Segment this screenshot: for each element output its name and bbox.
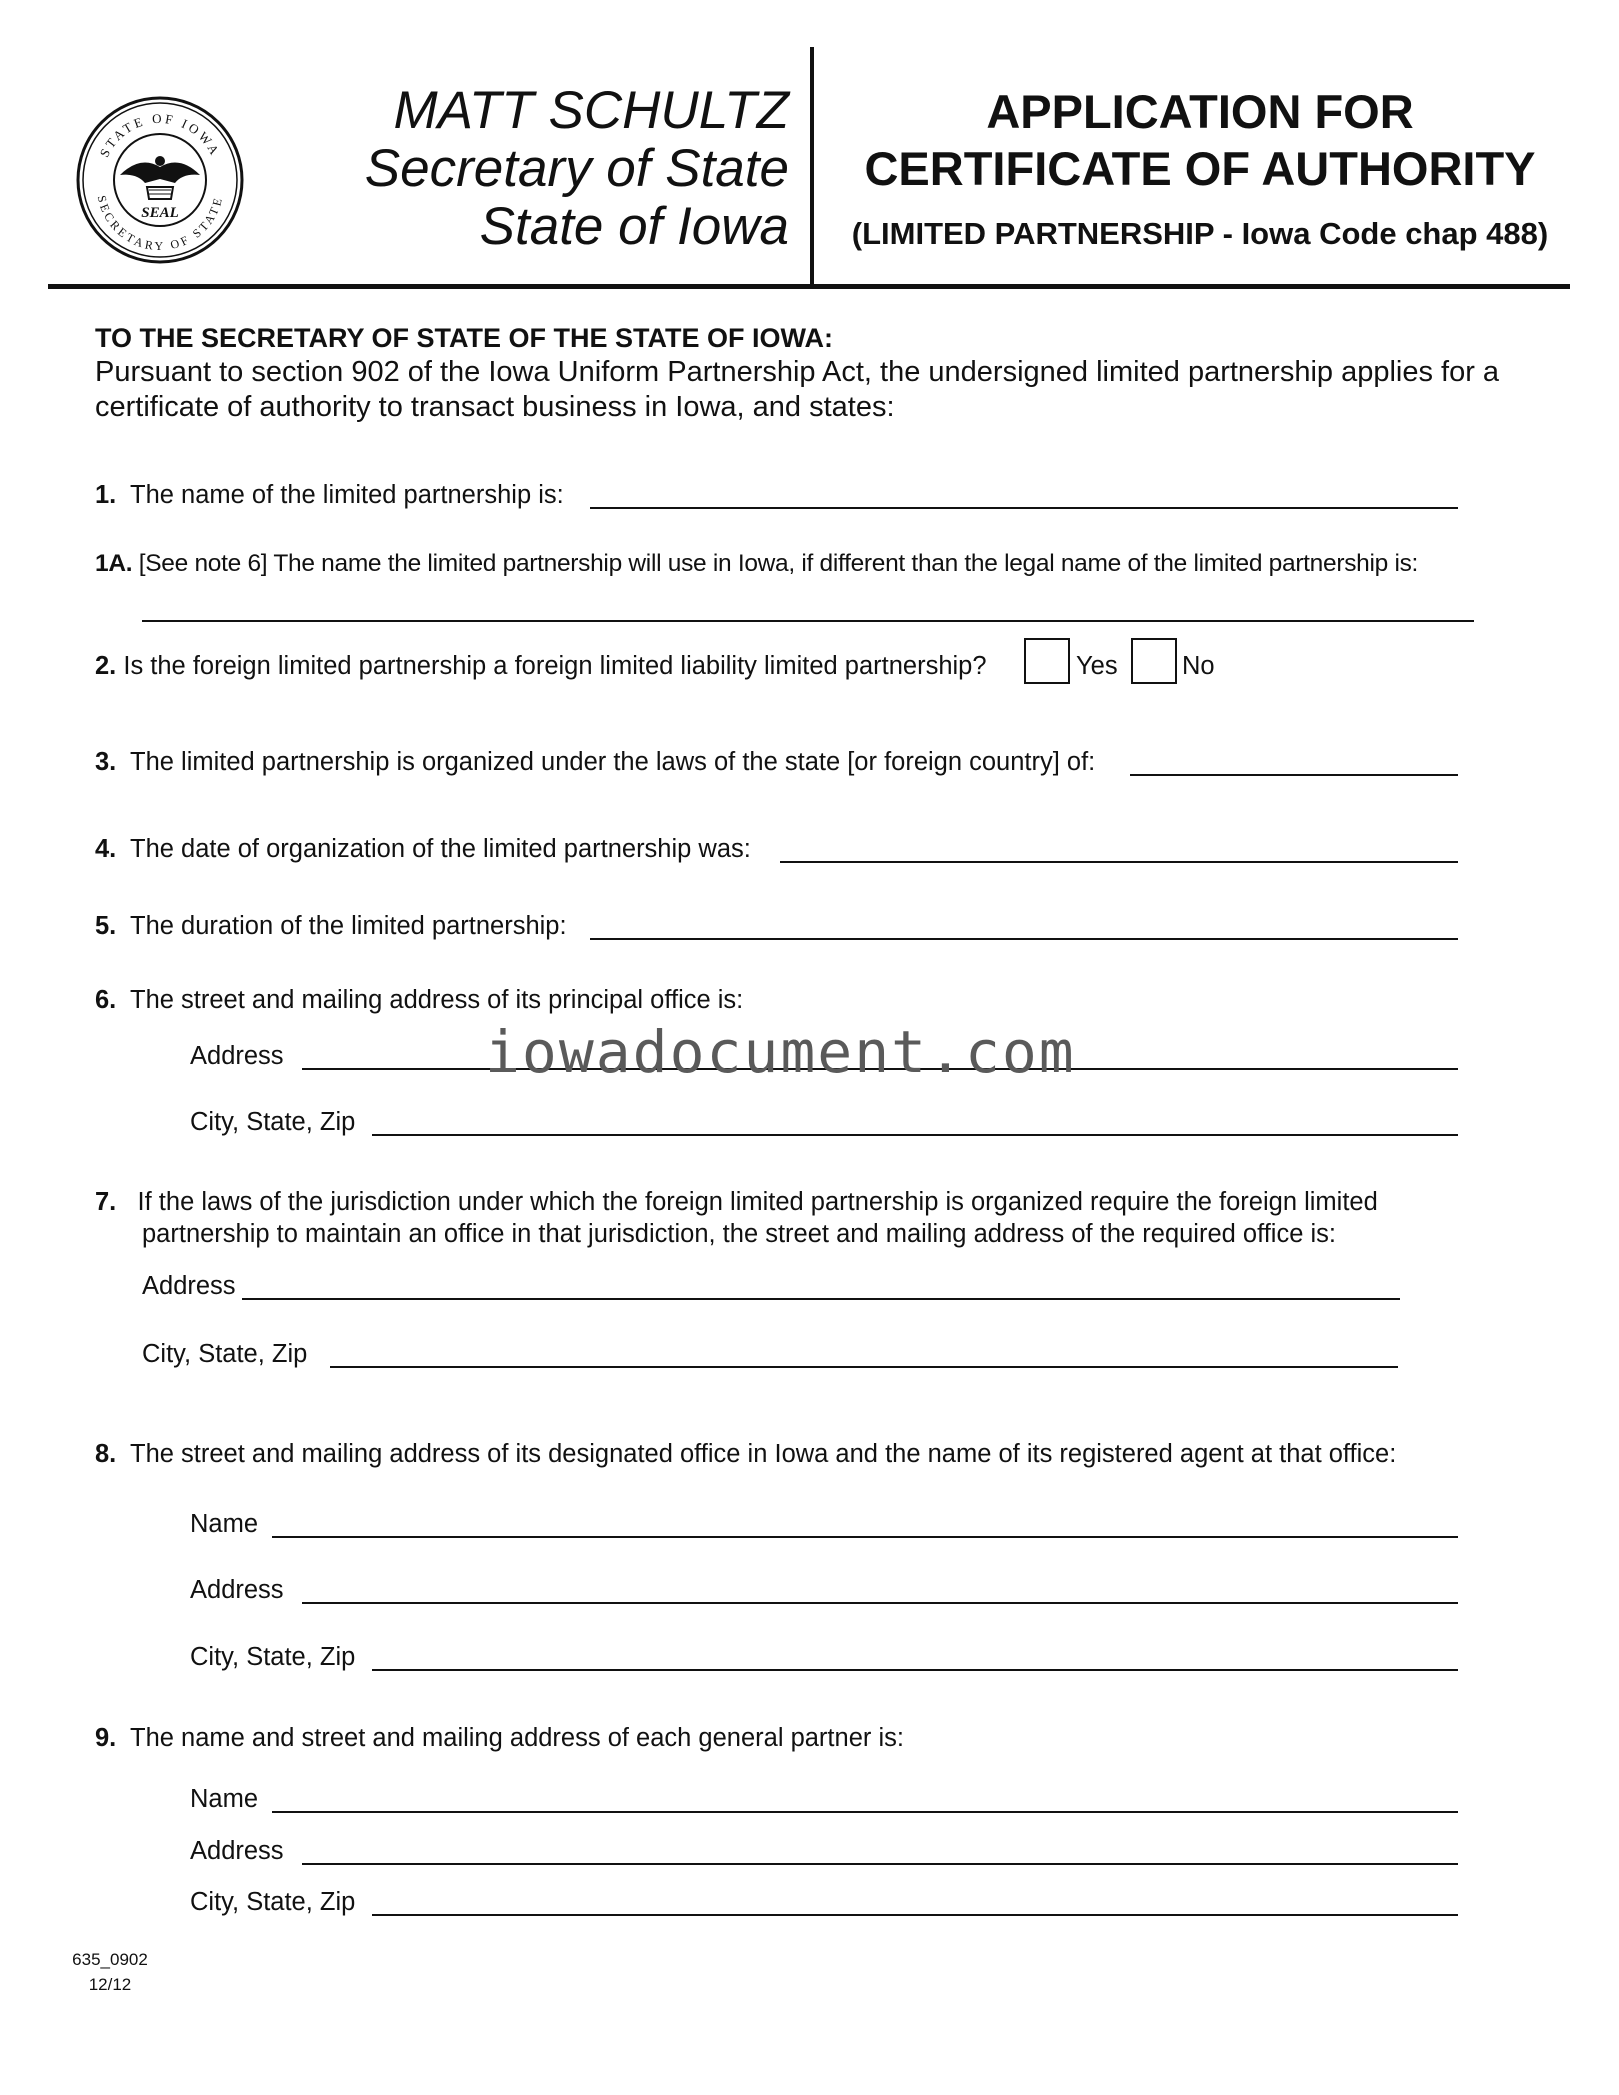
agent-address-label: Address <box>190 1576 284 1604</box>
item-1-label <box>95 481 564 510</box>
form-subtitle: (LIMITED PARTNERSHIP - Iowa Code chap 488) <box>851 216 1549 251</box>
no-label: No <box>1182 652 1215 680</box>
principal-address-label: Address <box>190 1042 284 1070</box>
jurisdiction-field[interactable] <box>1130 774 1458 776</box>
duration-field[interactable] <box>590 938 1458 940</box>
svg-text:SEAL: SEAL <box>141 205 179 221</box>
item-number: 2. <box>95 652 117 680</box>
item-text: The street and mailing address of its designated office in Iowa and the name of its registered agent at that office: <box>130 1440 1397 1468</box>
item-text: The street and mailing address of its principal office is: <box>130 986 744 1014</box>
yes-label: Yes <box>1076 652 1118 680</box>
required-office-address-field[interactable] <box>242 1298 1400 1300</box>
item-9-label <box>95 1724 904 1753</box>
officer-state: State of Iowa <box>479 197 789 256</box>
item-text: [See note 6] The name the limited partnership will use in Iowa, if different than the legal name of the limited partnership is: <box>138 550 1419 577</box>
item-text: The name of the limited partnership is: <box>130 481 564 509</box>
form-date: 12/12 <box>88 1975 132 1994</box>
form-number: 635_0902 <box>72 1950 148 1969</box>
organization-date-field[interactable] <box>780 861 1458 863</box>
agent-city-field[interactable] <box>372 1669 1458 1671</box>
officer-name: MATT SCHULTZ <box>393 81 789 140</box>
partner-city-label: City, State, Zip <box>190 1888 356 1916</box>
item-text: Is the foreign limited partnership a foreign limited liability limited partnership? <box>123 652 987 680</box>
intro-text-line1: Pursuant to section 902 of the Iowa Uniform Partnership Act, the undersigned limited partnership applies for a <box>95 356 1500 388</box>
iowa-name-field[interactable] <box>142 620 1474 622</box>
partner-address-label: Address <box>190 1837 284 1865</box>
svg-text:SECRETARY OF STATE: SECRETARY OF STATE <box>94 193 226 254</box>
item-number: 8. <box>95 1440 117 1468</box>
item-4-label <box>95 835 751 864</box>
agent-name-label: Name <box>190 1510 259 1538</box>
item-number: 7. <box>95 1188 117 1216</box>
item-text: The duration of the limited partnership: <box>130 912 567 940</box>
item-number: 5. <box>95 912 117 940</box>
partnership-name-field[interactable] <box>590 507 1458 509</box>
item-text: If the laws of the jurisdiction under which the foreign limited partnership is organized require the foreign limited <box>137 1188 1378 1216</box>
llp-no-checkbox[interactable] <box>1131 638 1177 684</box>
item-text: The name and street and mailing address of each general partner is: <box>130 1724 904 1752</box>
item-5-label <box>95 912 567 941</box>
agent-name-field[interactable] <box>272 1536 1458 1538</box>
item-6-label <box>95 986 743 1015</box>
item-text: The limited partnership is organized under the laws of the state [or foreign country] of: <box>130 748 1096 776</box>
agent-city-label: City, State, Zip <box>190 1643 356 1671</box>
principal-city-field[interactable] <box>372 1134 1458 1136</box>
item-number: 3. <box>95 748 117 776</box>
item-number: 9. <box>95 1724 117 1752</box>
partner-address-field[interactable] <box>302 1863 1458 1865</box>
header-divider-horizontal <box>48 284 1570 289</box>
item-number: 4. <box>95 835 117 863</box>
agent-address-field[interactable] <box>302 1602 1458 1604</box>
item-1a-label <box>95 550 1418 578</box>
partner-name-label: Name <box>190 1785 259 1813</box>
item-7-label <box>95 1188 1378 1217</box>
partner-city-field[interactable] <box>372 1914 1458 1916</box>
item-number: 6. <box>95 986 117 1014</box>
intro-heading: TO THE SECRETARY OF STATE OF THE STATE OF IOWA: <box>95 323 834 353</box>
partner-name-field[interactable] <box>272 1811 1458 1813</box>
item-3-label <box>95 748 1095 777</box>
intro-text-line2: certificate of authority to transact business in Iowa, and states: <box>95 391 895 423</box>
item-8-label <box>95 1440 1396 1469</box>
form-title-line2: CERTIFICATE OF AUTHORITY <box>864 142 1536 195</box>
header-divider-vertical <box>810 47 814 285</box>
item-7-label-line2: partnership to maintain an office in that jurisdiction, the street and mailing address of the required office is: <box>142 1220 1336 1248</box>
item-text: The date of organization of the limited partnership was: <box>130 835 751 863</box>
item-number: 1A. <box>95 550 133 577</box>
principal-city-label: City, State, Zip <box>190 1108 356 1136</box>
required-office-city-field[interactable] <box>330 1366 1398 1368</box>
required-office-city-label: City, State, Zip <box>142 1340 308 1368</box>
required-office-address-label: Address <box>142 1272 236 1300</box>
form-title-line1: APPLICATION FOR <box>986 85 1414 138</box>
officer-title: Secretary of State <box>364 139 789 198</box>
state-seal-logo <box>75 95 245 265</box>
llp-yes-checkbox[interactable] <box>1024 638 1070 684</box>
item-number: 1. <box>95 481 117 509</box>
item-2-label <box>95 652 987 681</box>
watermark: iowadocument.com <box>485 1018 1076 1086</box>
svg-text:STATE OF IOWA: STATE OF IOWA <box>96 110 224 160</box>
